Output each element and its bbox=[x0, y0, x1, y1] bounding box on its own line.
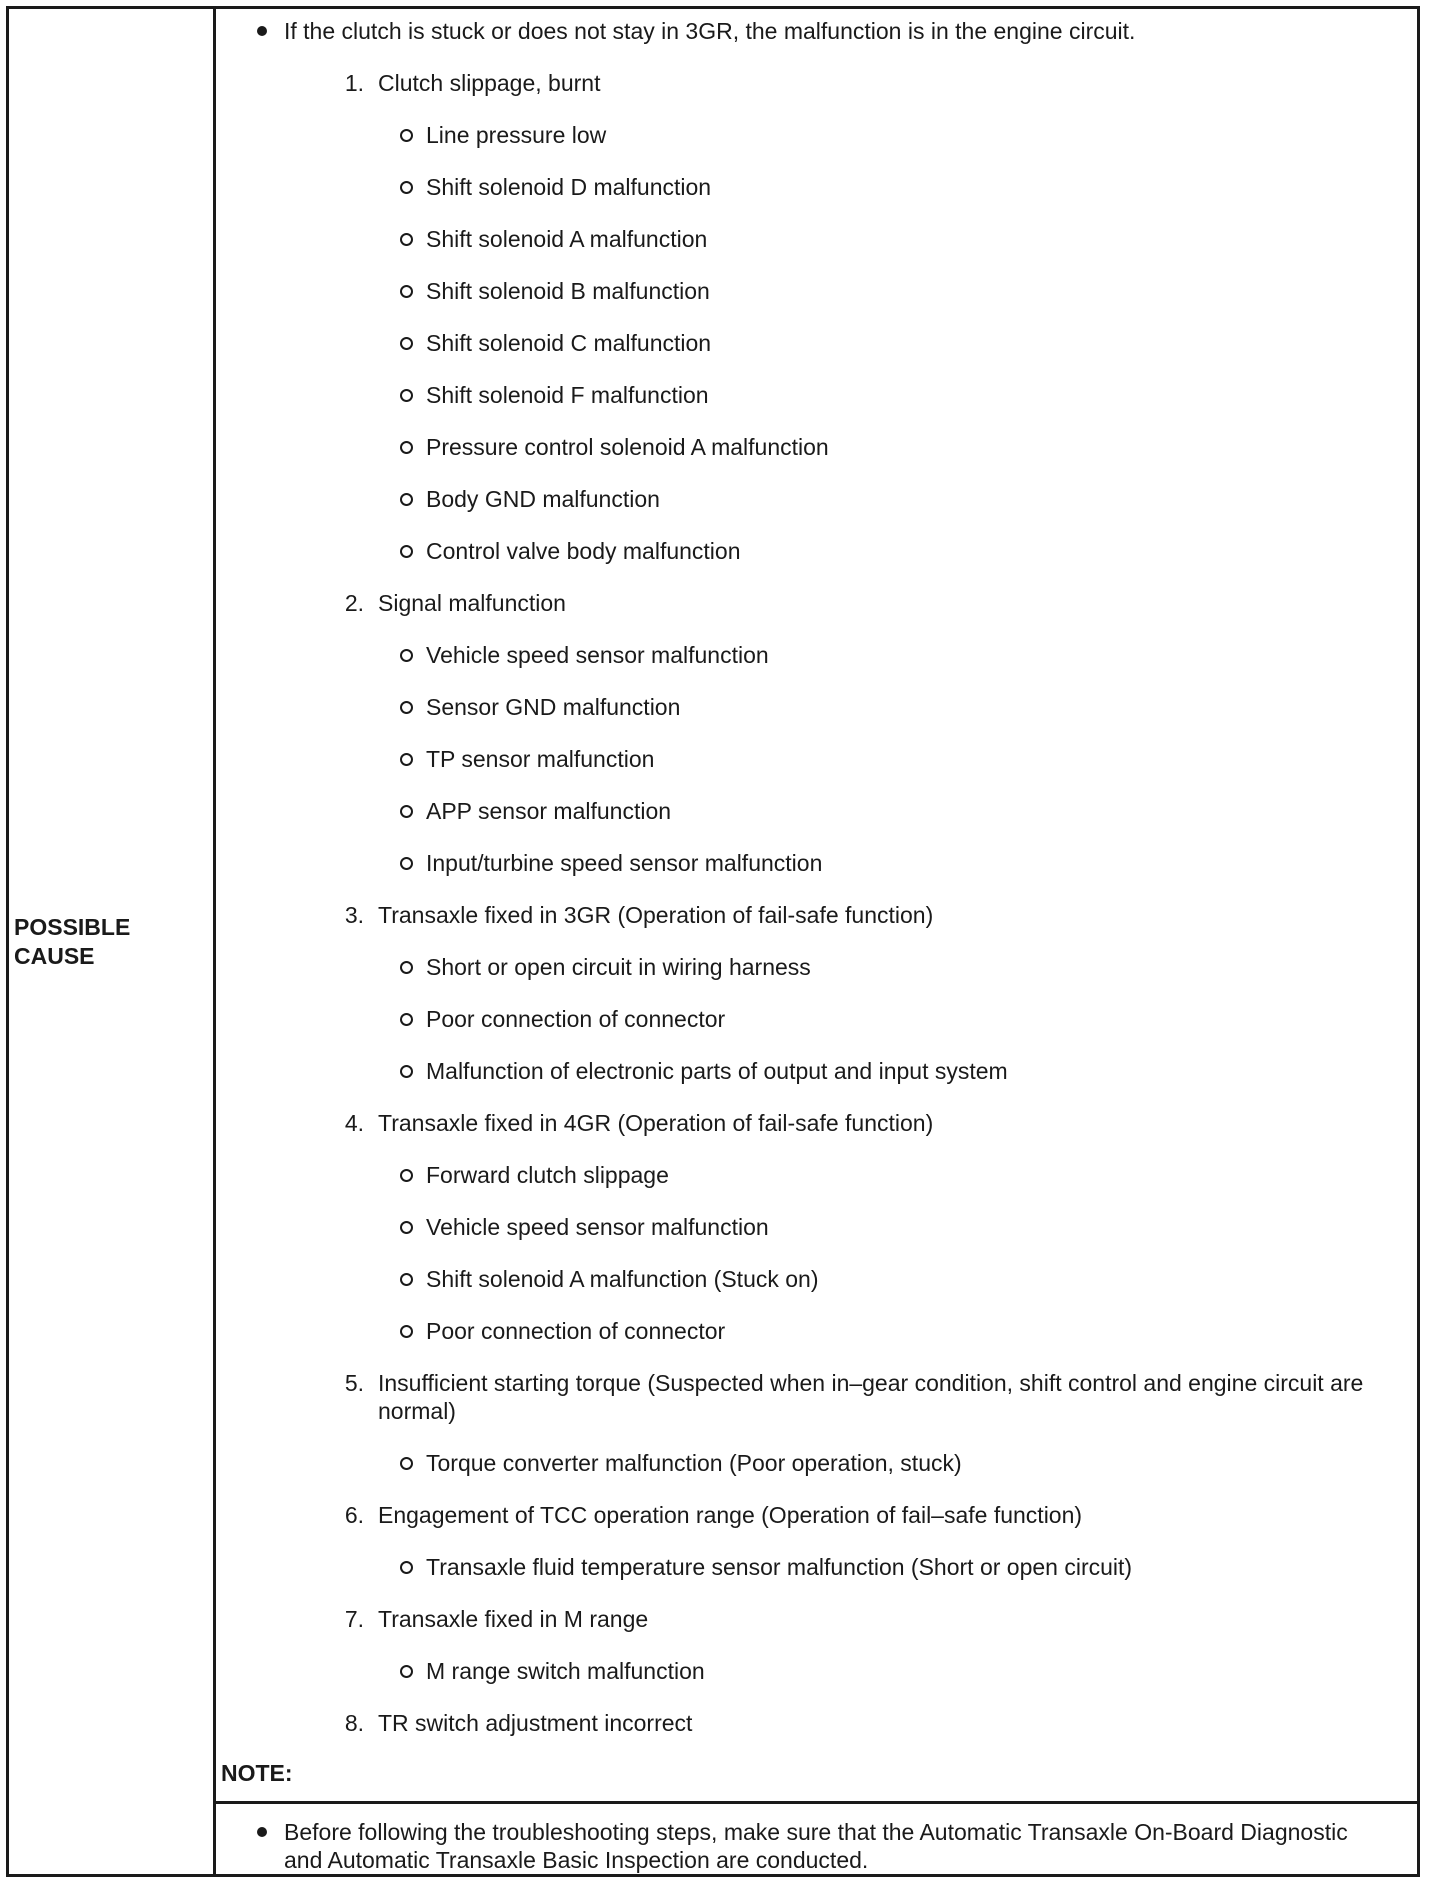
cause-label: Insufficient starting torque (Suspected when in–gear condition, shift control and engine circuit are normal) bbox=[378, 1370, 1364, 1424]
list-item bbox=[216, 589, 1417, 877]
sub-cause-label: TP sensor malfunction bbox=[426, 746, 655, 772]
sub-cause-label: Vehicle speed sensor malfunction bbox=[426, 642, 769, 668]
sub-cause-item bbox=[216, 121, 1417, 149]
list-item bbox=[216, 69, 1417, 565]
sub-cause-list bbox=[216, 641, 1417, 877]
sub-cause-label: Shift solenoid A malfunction bbox=[426, 226, 708, 252]
circle-bullet-icon bbox=[400, 1665, 413, 1678]
sub-cause-list bbox=[216, 121, 1417, 565]
sub-cause-label: Body GND malfunction bbox=[426, 486, 660, 512]
circle-bullet-icon bbox=[400, 753, 413, 766]
sub-cause-item bbox=[216, 1213, 1417, 1241]
sub-cause-item bbox=[216, 953, 1417, 981]
circle-bullet-icon bbox=[400, 1561, 413, 1574]
cause-number: 1. bbox=[344, 70, 364, 96]
sub-cause-item bbox=[216, 1005, 1417, 1033]
sub-cause-item bbox=[216, 329, 1417, 357]
sub-cause-item bbox=[216, 641, 1417, 669]
sub-cause-label: Forward clutch slippage bbox=[426, 1162, 669, 1188]
sub-cause-label: Shift solenoid B malfunction bbox=[426, 278, 710, 304]
circle-bullet-icon bbox=[400, 233, 413, 246]
list-item bbox=[216, 1109, 1417, 1345]
circle-bullet-icon bbox=[400, 1169, 413, 1182]
sub-cause-item bbox=[216, 1057, 1417, 1085]
circle-bullet-icon bbox=[400, 285, 413, 298]
intro-text: If the clutch is stuck or does not stay in 3GR, the malfunction is in the engine circuit. bbox=[284, 18, 1136, 44]
sub-cause-label: Vehicle speed sensor malfunction bbox=[426, 1214, 769, 1240]
sub-cause-label: Shift solenoid C malfunction bbox=[426, 330, 712, 356]
circle-bullet-icon bbox=[400, 441, 413, 454]
circle-bullet-icon bbox=[400, 701, 413, 714]
cause-number: 6. bbox=[344, 1502, 364, 1528]
sub-cause-list bbox=[216, 1657, 1417, 1685]
sub-cause-label: Torque converter malfunction (Poor operation, stuck) bbox=[426, 1450, 962, 1476]
cause-heading bbox=[216, 1605, 1417, 1633]
circle-bullet-icon bbox=[400, 649, 413, 662]
cause-heading bbox=[216, 901, 1417, 929]
cause-number: 7. bbox=[344, 1606, 364, 1632]
sub-cause-label: Poor connection of connector bbox=[426, 1318, 726, 1344]
sub-cause-item bbox=[216, 277, 1417, 305]
circle-bullet-icon bbox=[400, 545, 413, 558]
note-bullet bbox=[216, 1804, 1417, 1874]
sub-cause-item bbox=[216, 849, 1417, 877]
note-title: NOTE: bbox=[216, 1759, 1417, 1804]
cause-number: 4. bbox=[344, 1110, 364, 1136]
sub-cause-label: M range switch malfunction bbox=[426, 1658, 705, 1684]
cause-label: Transaxle fixed in 3GR (Operation of fail-safe function) bbox=[378, 902, 934, 928]
sub-cause-item bbox=[216, 173, 1417, 201]
sub-cause-item bbox=[216, 1449, 1417, 1477]
sub-cause-label: Shift solenoid F malfunction bbox=[426, 382, 709, 408]
list-item bbox=[216, 1501, 1417, 1581]
sub-cause-list bbox=[216, 953, 1417, 1085]
sub-cause-item bbox=[216, 693, 1417, 721]
cause-label: Engagement of TCC operation range (Operation of fail–safe function) bbox=[378, 1502, 1083, 1528]
circle-bullet-icon bbox=[400, 493, 413, 506]
circle-bullet-icon bbox=[400, 389, 413, 402]
circle-bullet-icon bbox=[400, 805, 413, 818]
sub-cause-item bbox=[216, 381, 1417, 409]
cause-label: TR switch adjustment incorrect bbox=[378, 1710, 693, 1736]
cause-list bbox=[216, 69, 1417, 1737]
intro-bullet bbox=[216, 9, 1417, 45]
bullet-dot-icon bbox=[257, 26, 267, 36]
sub-cause-item bbox=[216, 745, 1417, 773]
cause-heading bbox=[216, 589, 1417, 617]
sub-cause-label: Sensor GND malfunction bbox=[426, 694, 681, 720]
list-item bbox=[216, 901, 1417, 1085]
sub-cause-list bbox=[216, 1161, 1417, 1345]
list-item bbox=[216, 1709, 1417, 1737]
cause-label: Clutch slippage, burnt bbox=[378, 70, 601, 96]
sub-cause-item bbox=[216, 225, 1417, 253]
row-label-cell bbox=[8, 8, 215, 1876]
circle-bullet-icon bbox=[400, 129, 413, 142]
sub-cause-item bbox=[216, 485, 1417, 513]
sub-cause-item bbox=[216, 1553, 1417, 1581]
cause-number: 5. bbox=[344, 1370, 364, 1396]
sub-cause-label: Short or open circuit in wiring harness bbox=[426, 954, 811, 980]
sub-cause-item bbox=[216, 797, 1417, 825]
sub-cause-list bbox=[216, 1449, 1417, 1477]
circle-bullet-icon bbox=[400, 1325, 413, 1338]
sub-cause-item bbox=[216, 537, 1417, 565]
table-row bbox=[8, 8, 1419, 1876]
circle-bullet-icon bbox=[400, 1013, 413, 1026]
sub-cause-item bbox=[216, 1657, 1417, 1685]
cause-heading bbox=[216, 1109, 1417, 1137]
circle-bullet-icon bbox=[400, 1065, 413, 1078]
note-text: Before following the troubleshooting steps, make sure that the Automatic Transaxle On-Board Diagnostic and Automatic Transaxle Basic Inspection are conducted. bbox=[284, 1819, 1348, 1873]
circle-bullet-icon bbox=[400, 181, 413, 194]
bullet-dot-icon bbox=[257, 1827, 267, 1837]
cause-label: Transaxle fixed in 4GR (Operation of fail-safe function) bbox=[378, 1110, 934, 1136]
circle-bullet-icon bbox=[400, 1221, 413, 1234]
possible-cause-table bbox=[6, 6, 1420, 1877]
sub-cause-list bbox=[216, 1553, 1417, 1581]
cause-heading bbox=[216, 1709, 1417, 1737]
sub-cause-label: Input/turbine speed sensor malfunction bbox=[426, 850, 823, 876]
circle-bullet-icon bbox=[400, 337, 413, 350]
cause-heading bbox=[216, 69, 1417, 97]
cause-heading bbox=[216, 1369, 1417, 1425]
circle-bullet-icon bbox=[400, 1273, 413, 1286]
sub-cause-label: APP sensor malfunction bbox=[426, 798, 672, 824]
sub-cause-label: Pressure control solenoid A malfunction bbox=[426, 434, 829, 460]
circle-bullet-icon bbox=[400, 1457, 413, 1470]
row-content-cell bbox=[215, 8, 1419, 1876]
cause-number: 3. bbox=[344, 902, 364, 928]
list-item bbox=[216, 1605, 1417, 1685]
circle-bullet-icon bbox=[400, 857, 413, 870]
cause-number: 8. bbox=[344, 1710, 364, 1736]
list-item bbox=[216, 1369, 1417, 1477]
sub-cause-item bbox=[216, 1265, 1417, 1293]
sub-cause-label: Shift solenoid A malfunction (Stuck on) bbox=[426, 1266, 819, 1292]
sub-cause-label: Line pressure low bbox=[426, 122, 607, 148]
sub-cause-label: Control valve body malfunction bbox=[426, 538, 741, 564]
cause-label: Transaxle fixed in M range bbox=[378, 1606, 649, 1632]
sub-cause-label: Shift solenoid D malfunction bbox=[426, 174, 712, 200]
sub-cause-label: Poor connection of connector bbox=[426, 1006, 726, 1032]
cause-label: Signal malfunction bbox=[378, 590, 566, 616]
sub-cause-item bbox=[216, 1161, 1417, 1189]
circle-bullet-icon bbox=[400, 961, 413, 974]
row-label: POSSIBLE CAUSE bbox=[14, 913, 131, 969]
sub-cause-item bbox=[216, 433, 1417, 461]
cause-number: 2. bbox=[344, 590, 364, 616]
sub-cause-item bbox=[216, 1317, 1417, 1345]
sub-cause-label: Transaxle fluid temperature sensor malfunction (Short or open circuit) bbox=[426, 1554, 1133, 1580]
sub-cause-label: Malfunction of electronic parts of output and input system bbox=[426, 1058, 1008, 1084]
cause-heading bbox=[216, 1501, 1417, 1529]
